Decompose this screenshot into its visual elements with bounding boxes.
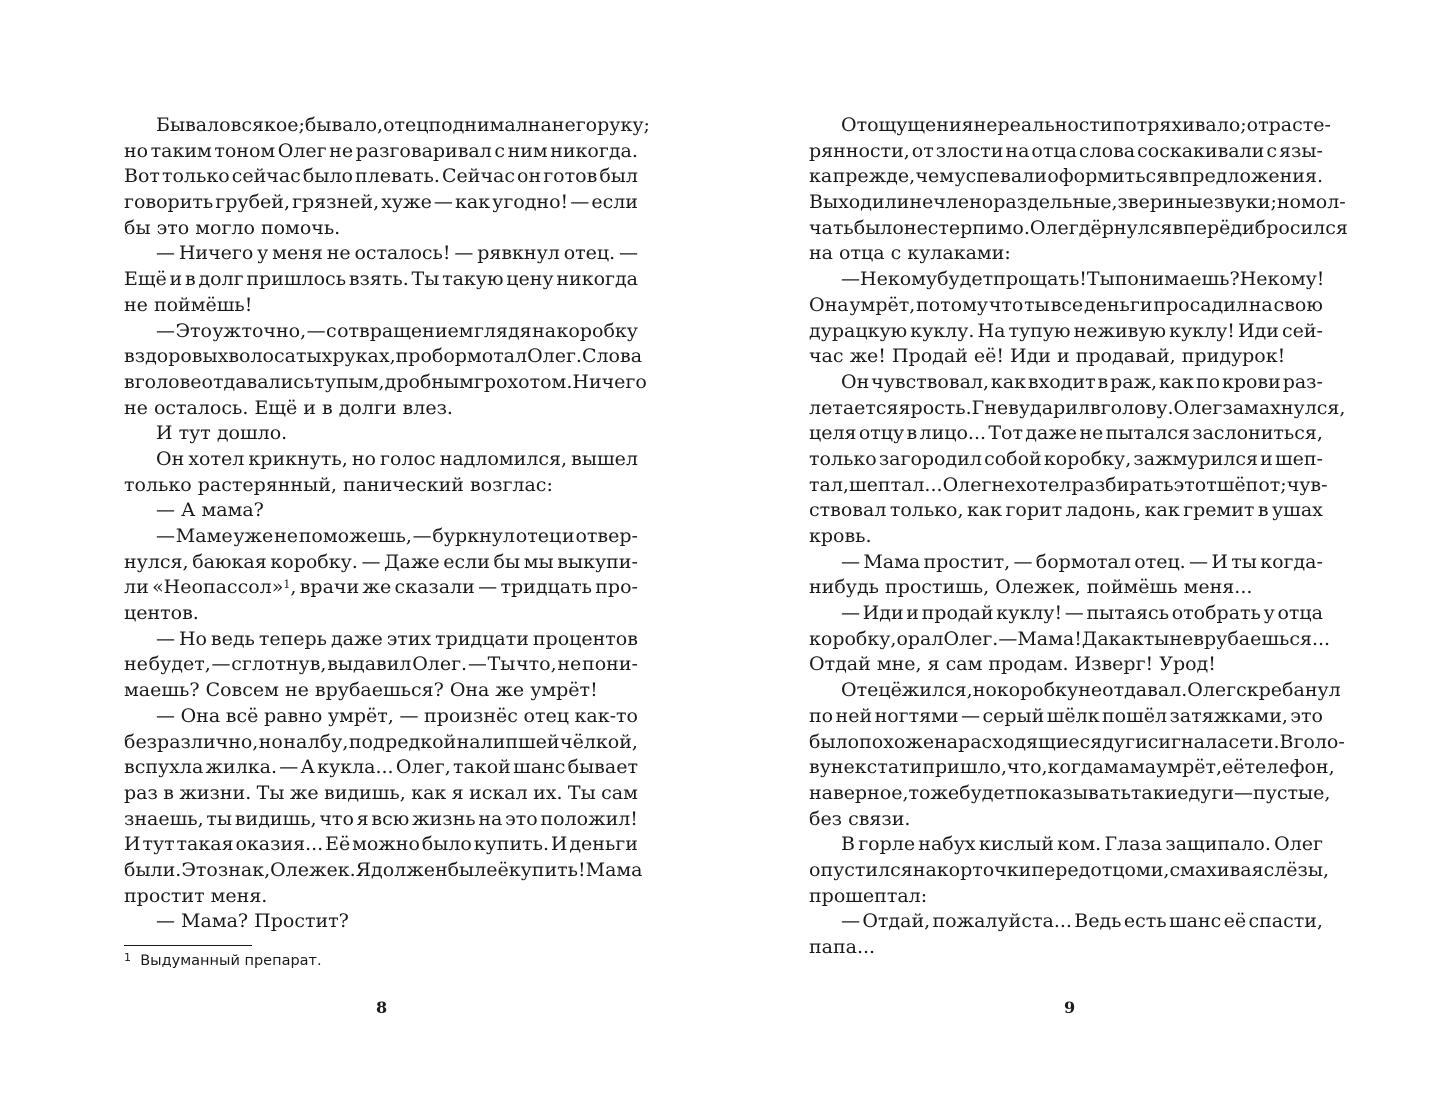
text-line: кровь. [809,525,872,547]
text-line: ву некстати пришло, что, когда мама умрёт, её телефон, [809,756,1335,779]
text-line: Он хотел крикнуть, но голос надломился, вышел [156,447,638,470]
text-line: Она умрёт, потому что ты все деньги просадил на свою [809,293,1323,316]
text-line: прошептал: [809,884,928,907]
text-line: чать было нестерпимо. Олег дёрнулся вперёд и бросился [809,216,1348,239]
text-line: маешь? Совсем не врубаешься? Она же умрёт! [124,679,598,702]
text-line: Отец ёжился, но коробку не отдавал. Олег скребанул [841,679,1341,702]
text-line: Он чувствовал, как входит в раж, как по крови раз- [841,370,1323,393]
text-line: целя отцу в лицо... Тот даже не пытался заслониться, [809,422,1323,445]
text-line: не поймёшь! [124,293,253,316]
text-line: нулся, баюкая коробку. — Даже если бы мы выкупи- [124,550,638,573]
text-line: Отдай мне, я сам продам. Изверг! Урод! [809,653,1216,676]
right-page [723,0,1445,1096]
text-line: — Маме уже не поможешь, — буркнул отец и отвер- [156,525,638,547]
text-line: папа... [809,936,876,958]
footnote [124,951,322,971]
text-line: в голове отдавались тупым, дробным грохотом. Ничего [124,370,647,393]
left-page-text [124,113,650,935]
text-line: — Это уж точно, — с отвращением глядя на коробку [156,319,638,342]
text-line: дурацкую куклу. На тупую неживую куклу! Иди сей- [809,319,1323,342]
page-number-right: 9 [1064,998,1076,1017]
text-line: по ней ногтями — серый шёлк пошёл затяжками, это [809,704,1323,727]
text-line: на отца с кулаками: [809,242,1011,265]
text-line: безразлично, но на лбу, под редкой налипшей чёлкой, [124,730,638,753]
text-line: Вот только сейчас было плевать. Сейчас он готов был [124,165,638,188]
text-line: — Мама простит, — бормотал отец. — И ты когда- [841,550,1323,573]
footnote-marker: 1 [124,951,131,964]
text-line: нибудь простишь, Олежек, поймёшь меня... [809,576,1253,599]
text-line: ка прежде, чем успевали оформиться в предложения. [809,165,1323,188]
footnote-text: Выдуманный препарат. [140,953,322,969]
text-line: опустился на корточки перед отцом и, смахивая слёзы, [809,858,1330,881]
text-line: говорить грубей, грязней, хуже — как угодно! — если [124,191,638,214]
text-line: тал, шептал... Олег не хотел разбирать этот шёпот; чув- [809,473,1328,496]
text-line: — Отдай, пожалуйста... Ведь есть шанс её спасти, [841,910,1323,933]
text-line: бы это могло помочь. [124,216,341,239]
text-line: И тут такая оказия... Её можно было купить. И деньги [124,833,638,856]
footnote-rule [124,945,252,946]
text-line: центов. [124,602,199,625]
text-line: В горле набух кислый ком. Глаза защипало. Олег [841,833,1323,856]
text-line: ли «Неопассол»$^1$, врачи же сказали — тридцать про- [124,576,638,599]
right-page-text [809,113,1348,961]
text-line: — Ничего у меня не осталось! — рявкнул отец. — [156,242,638,265]
text-line: вспухла жилка. — А кукла... Олег, такой шанс бывает [124,756,638,779]
text-line: — Она всё равно умрёт, — произнёс отец как-то [156,704,638,727]
text-line: было похоже на расходящиеся дуги сигнала сети. В голо- [809,730,1345,753]
text-line: — Некому будет прощать! Ты понимаешь? Некому! [841,268,1325,291]
text-line: летается ярость. Гнев ударил в голову. Олег замахнулся, [809,396,1346,419]
text-line: но таким тоном Олег не разговаривал с ним никогда. [124,139,638,162]
text-line: только растерянный, панический возглас: [124,473,553,496]
text-line: простит меня. [124,884,268,907]
text-line: наверное, тоже будет показывать такие дуги — пустые, [809,781,1331,804]
text-line: не будет, — сглотнув, выдавил Олег. — Ты что, не пони- [124,653,638,676]
text-line: Ещё и в долг пришлось взять. Ты такую цену никогда [124,268,638,291]
text-line: — А мама? [156,499,264,522]
text-line: — Мама? Простит? [156,910,349,933]
left-page [0,0,722,1096]
text-line: И тут дошло. [156,422,288,445]
text-line: — Иди и продай куклу! — пытаясь отобрать у отца [841,602,1323,625]
text-line: были. Это знак, Олежек. Я должен был её купить! Мама [124,858,643,881]
text-line: знаешь, ты видишь, что я всю жизнь на это положил! [124,807,638,830]
text-line: только загородил собой коробку, зажмурился и шеп- [809,447,1323,470]
text-line: Бывало всякое; бывало, отец поднимал на него руку; [156,114,650,136]
text-line: коробку, орал Олег. — Мама! Да как ты не врубаешься... [809,627,1331,650]
text-line: От ощущения нереальности потряхивало; от расте- [841,114,1331,136]
text-line: рянности, от злости на отца слова соскакивали с язы- [809,139,1323,162]
text-line: не осталось. Ещё и в долги влез. [124,396,453,419]
text-line: час же! Продай её! Иди и продавай, придурок! [809,345,1286,368]
text-line: ствовал только, как горит ладонь, как гремит в ушах [809,499,1323,522]
text-line: в здоровых волосатых руках, пробормотал Олег. Слова [124,345,643,368]
text-line: — Но ведь теперь даже этих тридцати процентов [156,627,638,650]
text-line: раз в жизни. Ты же видишь, как я искал их. Ты сам [124,781,638,804]
text-line: Выходили нечленораздельные, звериные звуки; но мол- [809,191,1346,214]
page-number-left: 8 [376,998,388,1017]
text-line: без связи. [809,807,911,830]
